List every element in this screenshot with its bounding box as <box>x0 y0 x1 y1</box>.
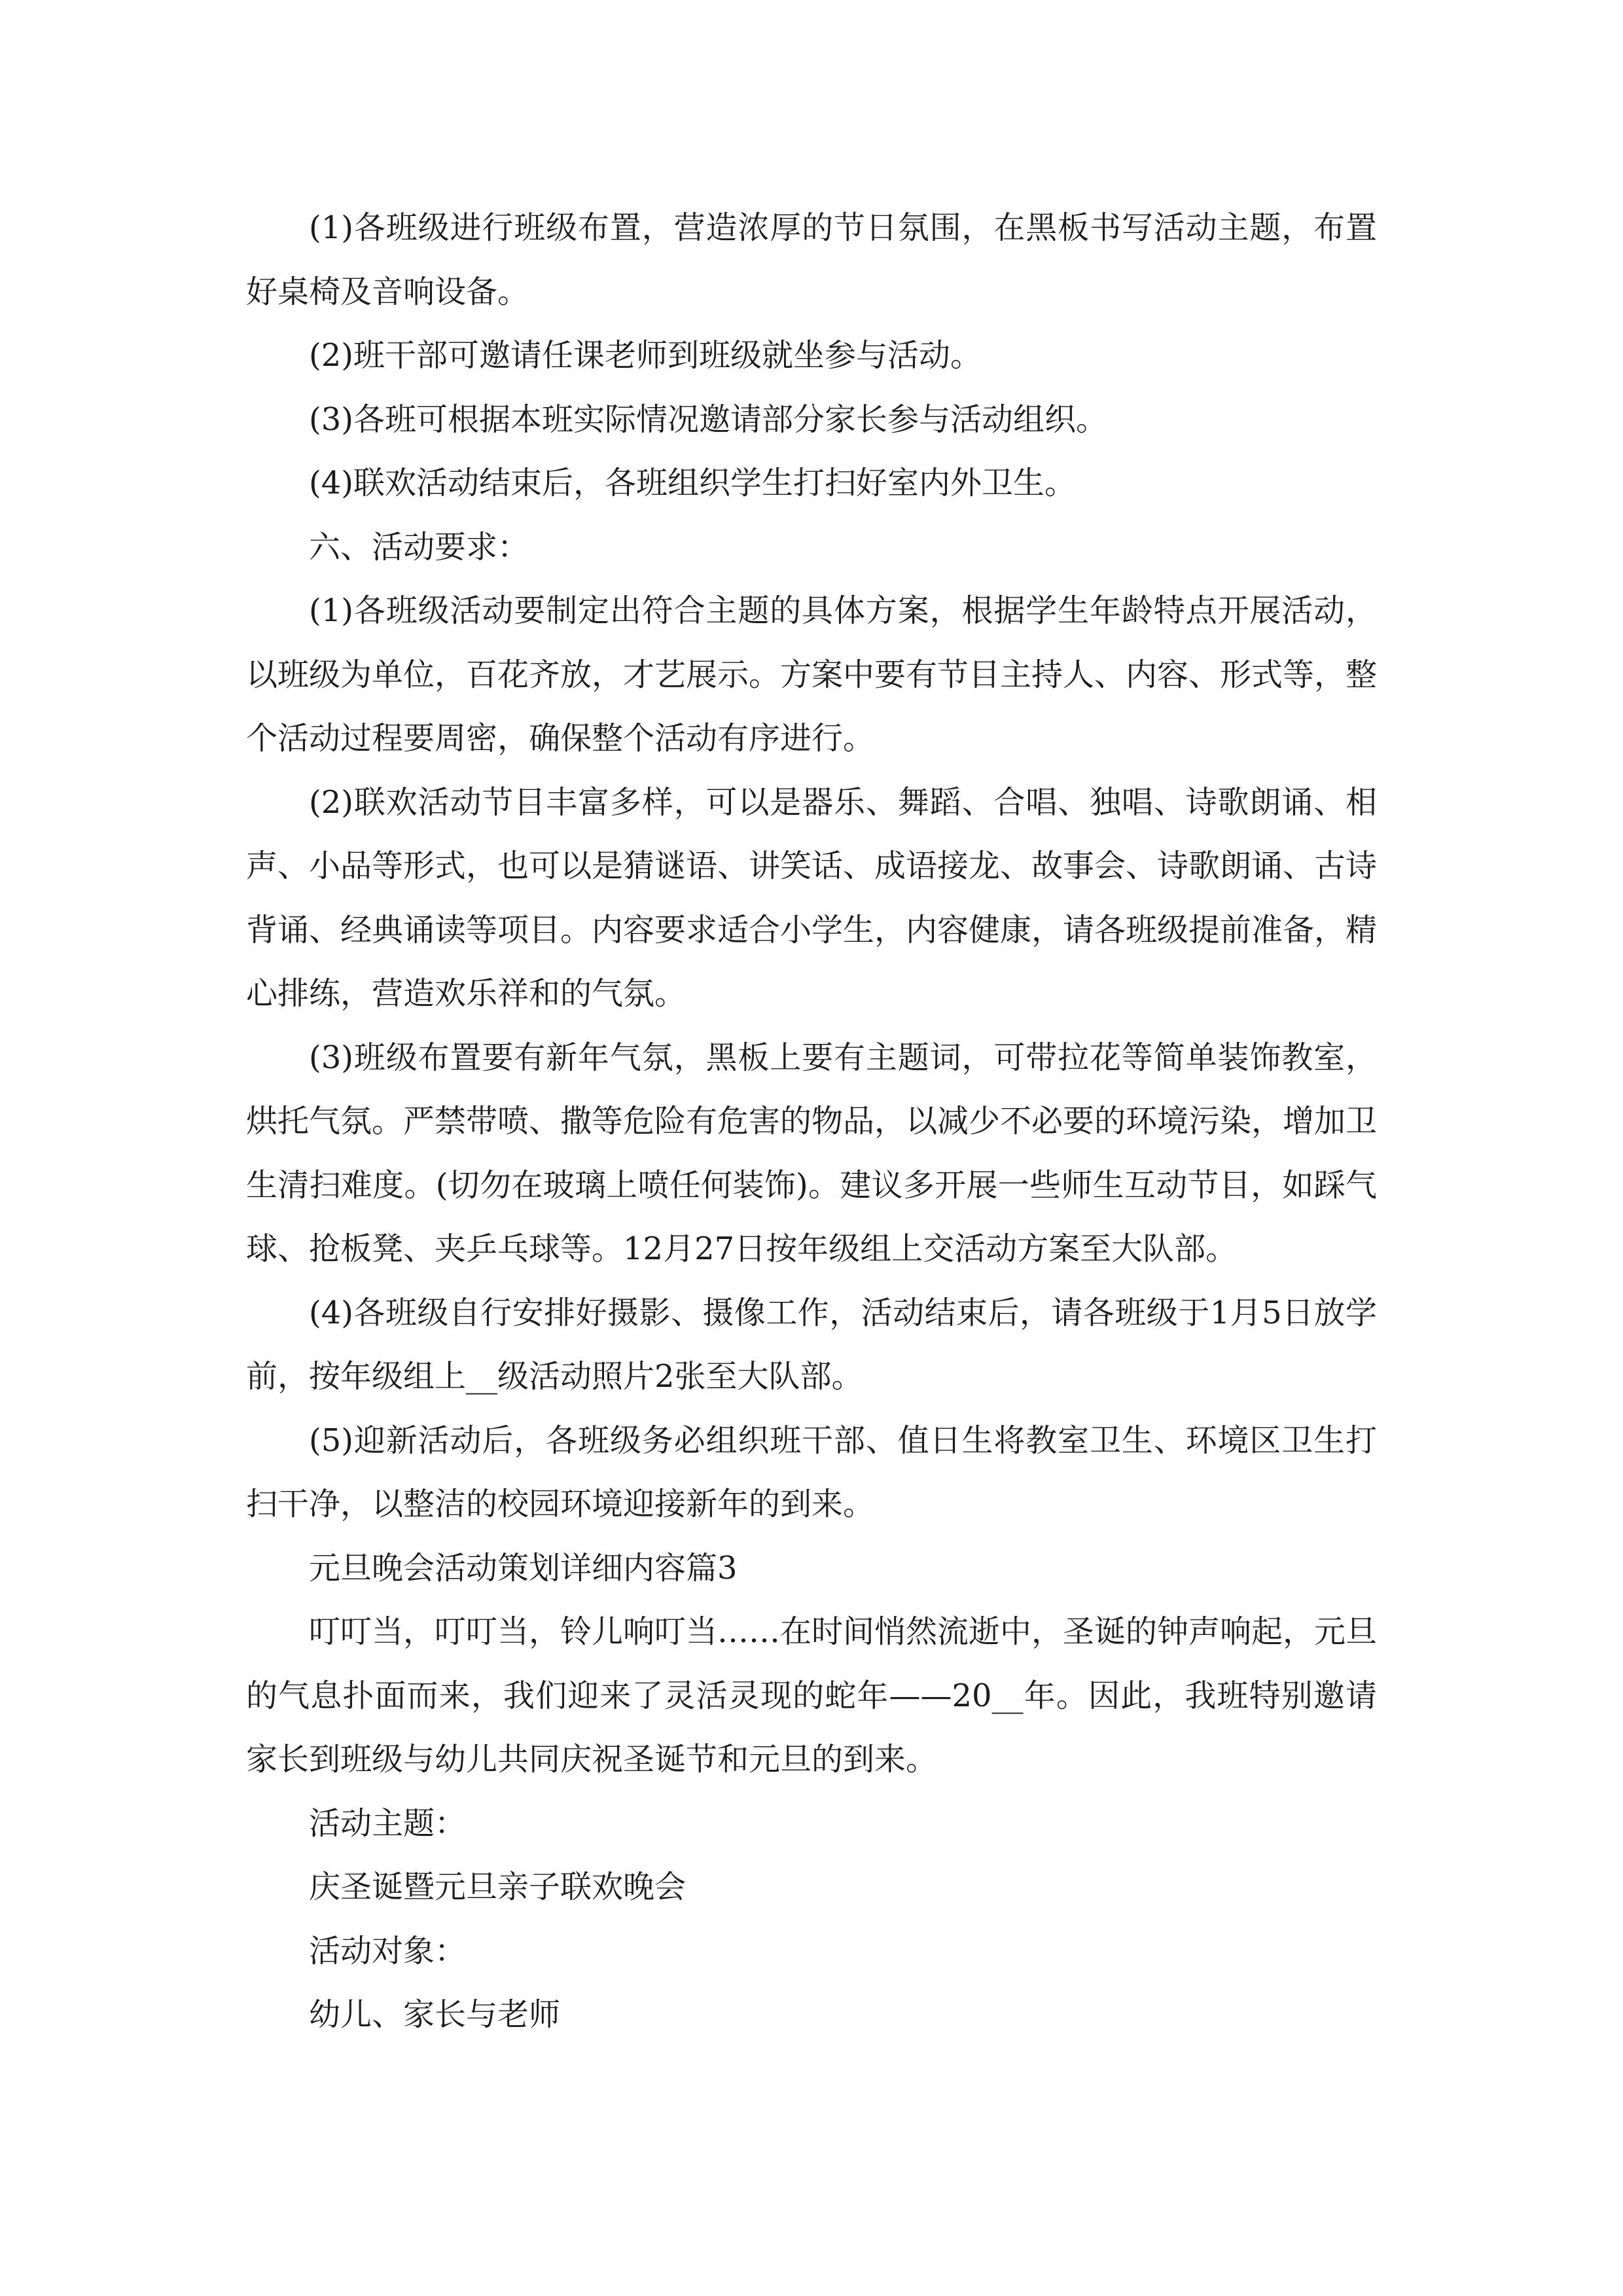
paragraph-requirement-5: (5)迎新活动后，各班级务必组织班干部、值日生将教室卫生、环境区卫生打扫干净，以整洁的校园环境迎接新年的到来。 <box>246 1422 1377 1522</box>
value-activity-theme: 庆圣诞暨元旦亲子联欢晚会 <box>309 1869 687 1905</box>
label-activity-theme: 活动主题： <box>309 1804 467 1842</box>
value-activity-audience: 幼儿、家长与老师 <box>309 1996 561 2033</box>
section-heading-requirements: 六、活动要求： <box>309 528 529 565</box>
paragraph-cleanup: (4)联欢活动结束后，各班组织学生打扫好室内外卫生。 <box>309 465 1076 501</box>
paragraph-requirement-1: (1)各班级活动要制定出符合主题的具体方案，根据学生年龄特点开展活动，以班级为单位，百花齐放，才艺展示。方案中要有节目主持人、内容、形式等，整个活动过程要周密，确保整个活动有序进行。 <box>246 592 1378 757</box>
paragraph-requirement-2: (2)联欢活动节目丰富多样，可以是器乐、舞蹈、合唱、独唱、诗歌朗诵、相声、小品等形式，也可以是猜谜语、讲笑话、成语接龙、故事会、诗歌朗诵、古诗背诵、经典诵读等项目。内容要求适合小学生，内容健康，请各班级提前准备，精心排练，营造欢乐祥和的气氛。 <box>246 783 1378 1012</box>
paragraph-requirement-3: (3)班级布置要有新年气氛，黑板上要有主题词，可带拉花等简单装饰教室，烘托气氛。严禁带喷、撒等危险有危害的物品，以减少不必要的环境污染，增加卫生清扫难度。(切勿在玻璃上喷任何装饰)。建议多开展一些师生互动节目，如踩气球、抢板凳、夹乒乓球等。12月27日按年级组上交活动方案至大队部。 <box>246 1039 1378 1267</box>
label-activity-audience: 活动对象： <box>309 1932 467 1969</box>
article-title-part-3: 元旦晚会活动策划详细内容篇3 <box>309 1549 738 1587</box>
document-body <box>246 196 1377 2047</box>
paragraph-invite-teachers: (2)班干部可邀请任课老师到班级就坐参与活动。 <box>309 337 982 374</box>
paragraph-requirement-4: (4)各班级自行安排好摄影、摄像工作，活动结束后，请各班级于1月5日放学前，按年级组上__级活动照片2张至大队部。 <box>246 1294 1377 1395</box>
paragraph-invite-parents: (3)各班可根据本班实际情况邀请部分家长参与活动组织。 <box>309 401 1107 438</box>
paragraph-intro: 叮叮当，叮叮当，铃儿响叮当……在时间悄然流逝中，圣诞的钟声响起，元旦的气息扑面而来，我们迎来了灵活灵现的蛇年——20__年。因此，我班特别邀请家长到班级与幼儿共同庆祝圣诞节和元旦的到来。 <box>246 1613 1378 1778</box>
paragraph-class-decoration: (1)各班级进行班级布置，营造浓厚的节日氛围，在黑板书写活动主题，布置好桌椅及音响设备。 <box>246 209 1377 310</box>
